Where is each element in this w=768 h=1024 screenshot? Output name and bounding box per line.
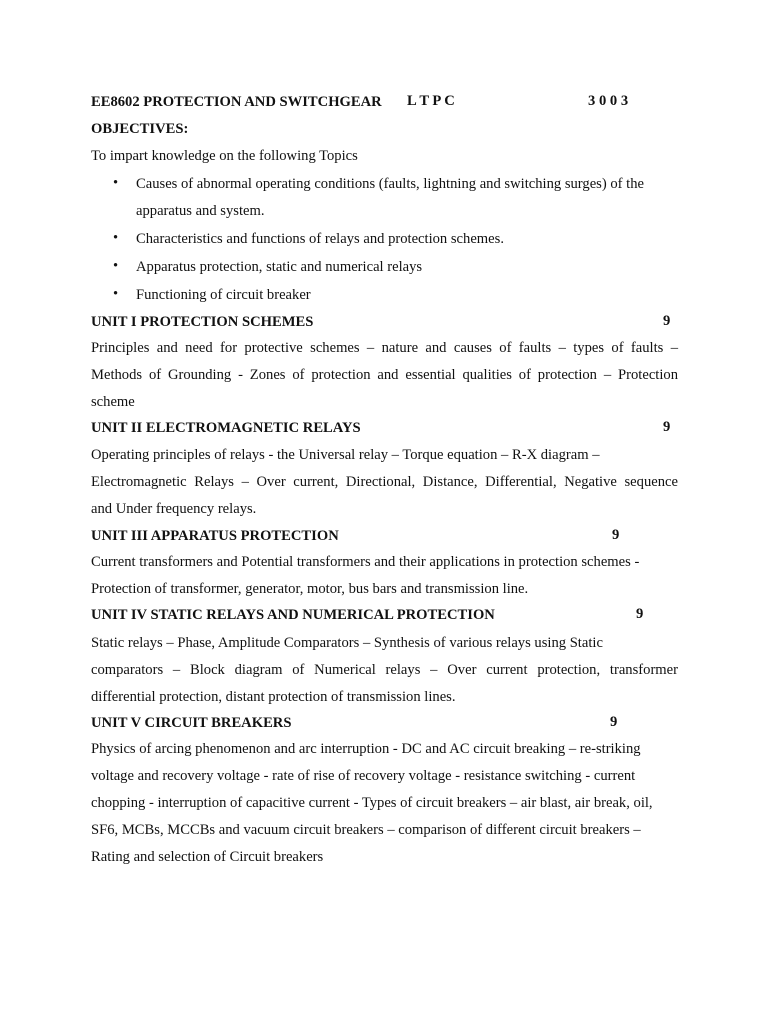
unit-text-line: chopping - interruption of capacitive current - Types of circuit breakers – air blast, air break, oil, [91,795,653,811]
objective-item: Characteristics and functions of relays and protection schemes. [136,231,504,247]
bullet-icon: • [113,175,119,191]
bullet-icon: • [113,230,119,246]
unit-text-line: comparators – Block diagram of Numerical relays – Over current protection, transformer [91,662,678,678]
objective-item: Functioning of circuit breaker [136,287,311,303]
unit-text-line: and Under frequency relays. [91,501,257,517]
objective-item: Causes of abnormal operating conditions (faults, lightning and switching surges) of the [136,176,644,192]
unit-hours: 9 [663,419,671,435]
unit-hours: 9 [612,527,620,543]
unit-text-line: Current transformers and Potential transformers and their applications in protection schemes - [91,554,640,570]
unit-text-line: Rating and selection of Circuit breakers [91,849,324,865]
course-code-title: EE8602 PROTECTION AND SWITCHGEAR [91,94,382,110]
unit-text-line: Principles and need for protective schemes – nature and causes of faults – types of faults – [91,340,678,356]
objective-item: Apparatus protection, static and numerical relays [136,259,423,275]
unit-text-line: voltage and recovery voltage - rate of rise of recovery voltage - resistance switching - current [91,768,636,784]
objectives-heading: OBJECTIVES: [91,121,189,137]
unit-hours: 9 [610,714,618,730]
ltpc-label: L T P C [407,93,455,109]
unit-title: UNIT II ELECTROMAGNETIC RELAYS [91,420,361,436]
unit-hours: 9 [636,606,644,622]
unit-text-line: scheme [91,394,135,410]
unit-title: UNIT V CIRCUIT BREAKERS [91,715,292,731]
bullet-icon: • [113,286,119,302]
unit-hours: 9 [663,313,671,329]
unit-text-line: Static relays – Phase, Amplitude Comparators – Synthesis of various relays using Static [91,635,603,651]
unit-text-line: Methods of Grounding - Zones of protection and essential qualities of protection – Protection [91,367,678,383]
bullet-icon: • [113,258,119,274]
credits-value: 3 0 0 3 [588,93,629,109]
unit-text-line: differential protection, distant protection of transmission lines. [91,689,456,705]
objective-item-continuation: apparatus and system. [136,203,265,219]
unit-text-line: Protection of transformer, generator, motor, bus bars and transmission line. [91,581,529,597]
unit-title: UNIT IV STATIC RELAYS AND NUMERICAL PROTECTION [91,607,495,623]
unit-text-line: SF6, MCBs, MCCBs and vacuum circuit breakers – comparison of different circuit breakers – [91,822,641,838]
objectives-intro: To impart knowledge on the following Topics [91,148,358,164]
unit-text-line: Physics of arcing phenomenon and arc interruption - DC and AC circuit breaking – re-striking [91,741,641,757]
unit-title: UNIT I PROTECTION SCHEMES [91,314,314,330]
unit-title: UNIT III APPARATUS PROTECTION [91,528,339,544]
unit-text-line: Electromagnetic Relays – Over current, Directional, Distance, Differential, Negative sequence [91,474,678,490]
unit-text-line: Operating principles of relays - the Universal relay – Torque equation – R-X diagram – [91,447,600,463]
